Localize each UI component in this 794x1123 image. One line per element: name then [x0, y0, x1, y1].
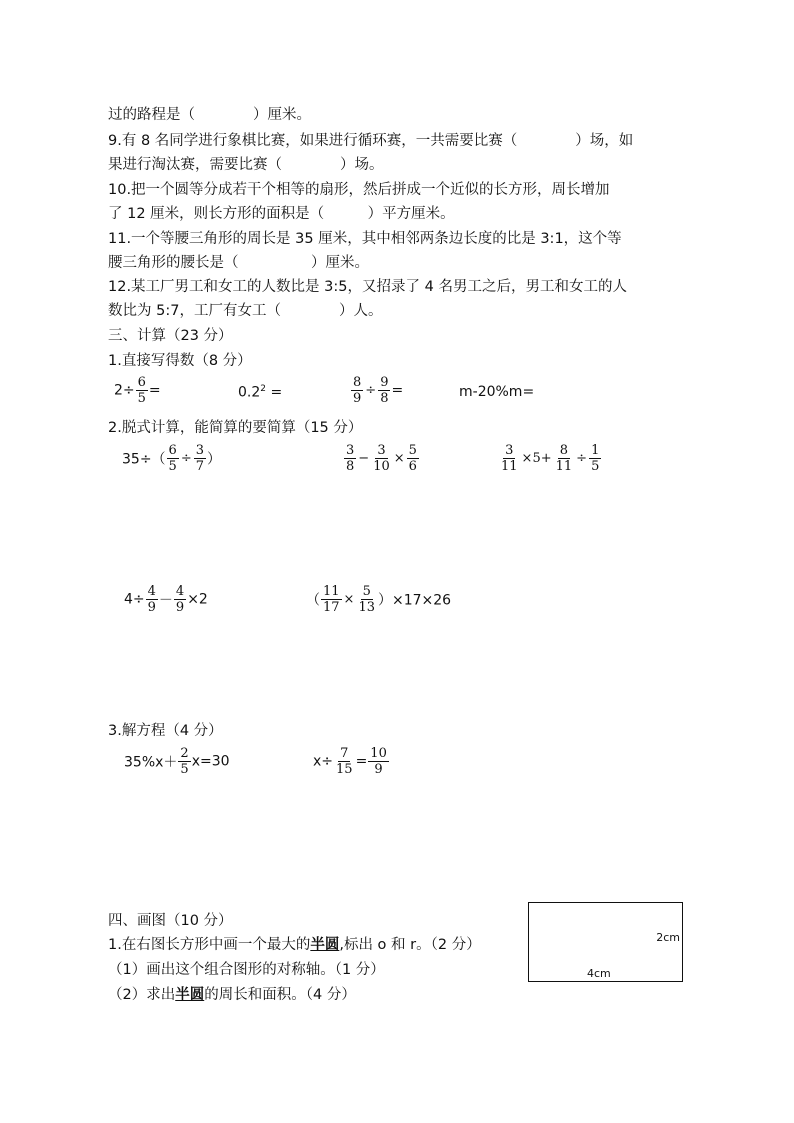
section-3-heading: 三、计算（23 分） — [108, 328, 233, 344]
question-12-line-1: 12.某工厂男工和女工的人数比是 3:5，又招录了 4 名男工之后，男工和女工的人 — [108, 279, 627, 295]
question-11-line-1: 11.一个等腰三角形的周长是 35 厘米，其中相邻两条边长度的比是 3:1，这个等 — [108, 231, 622, 247]
semicircle-term: 半圆 — [310, 937, 340, 953]
direct-item-a: 2÷ $\frac{6}{5}$ = — [114, 375, 161, 406]
calc-expression-3: $\frac{3}{11}$ ×5+ $\frac{8}{11}$ ÷ $\frac{1}{5}$ — [501, 443, 600, 474]
drawing-subquestion-1: （1）画出这个组合图形的对称轴。（1 分） — [108, 962, 385, 978]
height-label: 2cm — [656, 931, 680, 944]
direct-item-d: m-20%m= — [459, 384, 535, 400]
equation-1: 35%x＋ $\frac{2}{5}$ x=30 — [124, 746, 230, 777]
step-calc-heading: 2.脱式计算，能简算的要简算（15 分） — [108, 420, 363, 436]
question-9-line-2: 果进行淘汰赛，需要比赛（ ）场。 — [108, 157, 384, 173]
rectangle-figure — [528, 902, 683, 982]
drawing-subquestion-2: （2）求出半圆的周长和面积。（4 分） — [108, 987, 356, 1003]
question-11-line-2: 腰三角形的腰长是（ ）厘米。 — [108, 255, 369, 271]
question-9-line-1: 9.有 8 名同学进行象棋比赛，如果进行循环赛，一共需要比赛（ ）场，如 — [108, 133, 634, 149]
direct-item-c: $\frac{8}{9}$ ÷ $\frac{9}{8}$ = — [353, 375, 404, 406]
width-label: 4cm — [587, 967, 611, 980]
calc-expression-1: 35÷（ $\frac{6}{5}$ ÷ $\frac{3}{7}$ ） — [122, 443, 222, 474]
equation-heading: 3.解方程（4 分） — [108, 723, 223, 739]
calc-expression-4: 4÷ $\frac{4}{9}$ － $\frac{4}{9}$ ×2 — [124, 584, 208, 615]
question-12-line-2: 数比为 5:7，工厂有女工（ ）人。 — [108, 303, 383, 319]
question-10-line-2: 了 12 厘米，则长方形的面积是（ ）平方厘米。 — [108, 206, 455, 222]
direct-answer-heading: 1.直接写得数（8 分） — [108, 353, 252, 369]
question-10-line-1: 10.把一个圆等分成若干个相等的扇形，然后拼成一个近似的长方形，周长增加 — [108, 182, 610, 198]
calc-expression-5: （ $\frac{11}{17}$ × $\frac{5}{13}$ ）×17×26 — [306, 584, 452, 615]
semicircle-term-2: 半圆 — [175, 987, 205, 1003]
calc-expression-2: $\frac{3}{8}$ − $\frac{3}{10}$ × $\frac{5}{6}$ — [346, 443, 417, 474]
drawing-question-1: 1.在右图长方形中画一个最大的半圆,标出 o 和 r。（2 分） — [108, 937, 481, 953]
equation-2: x÷ $\frac{7}{15}$ = $\frac{10}{9}$ — [313, 746, 387, 777]
direct-item-b: $0.2^2$ = — [238, 384, 283, 401]
section-4-heading: 四、画图（10 分） — [108, 913, 233, 929]
line-1: 过的路程是（ ）厘米。 — [108, 107, 311, 123]
